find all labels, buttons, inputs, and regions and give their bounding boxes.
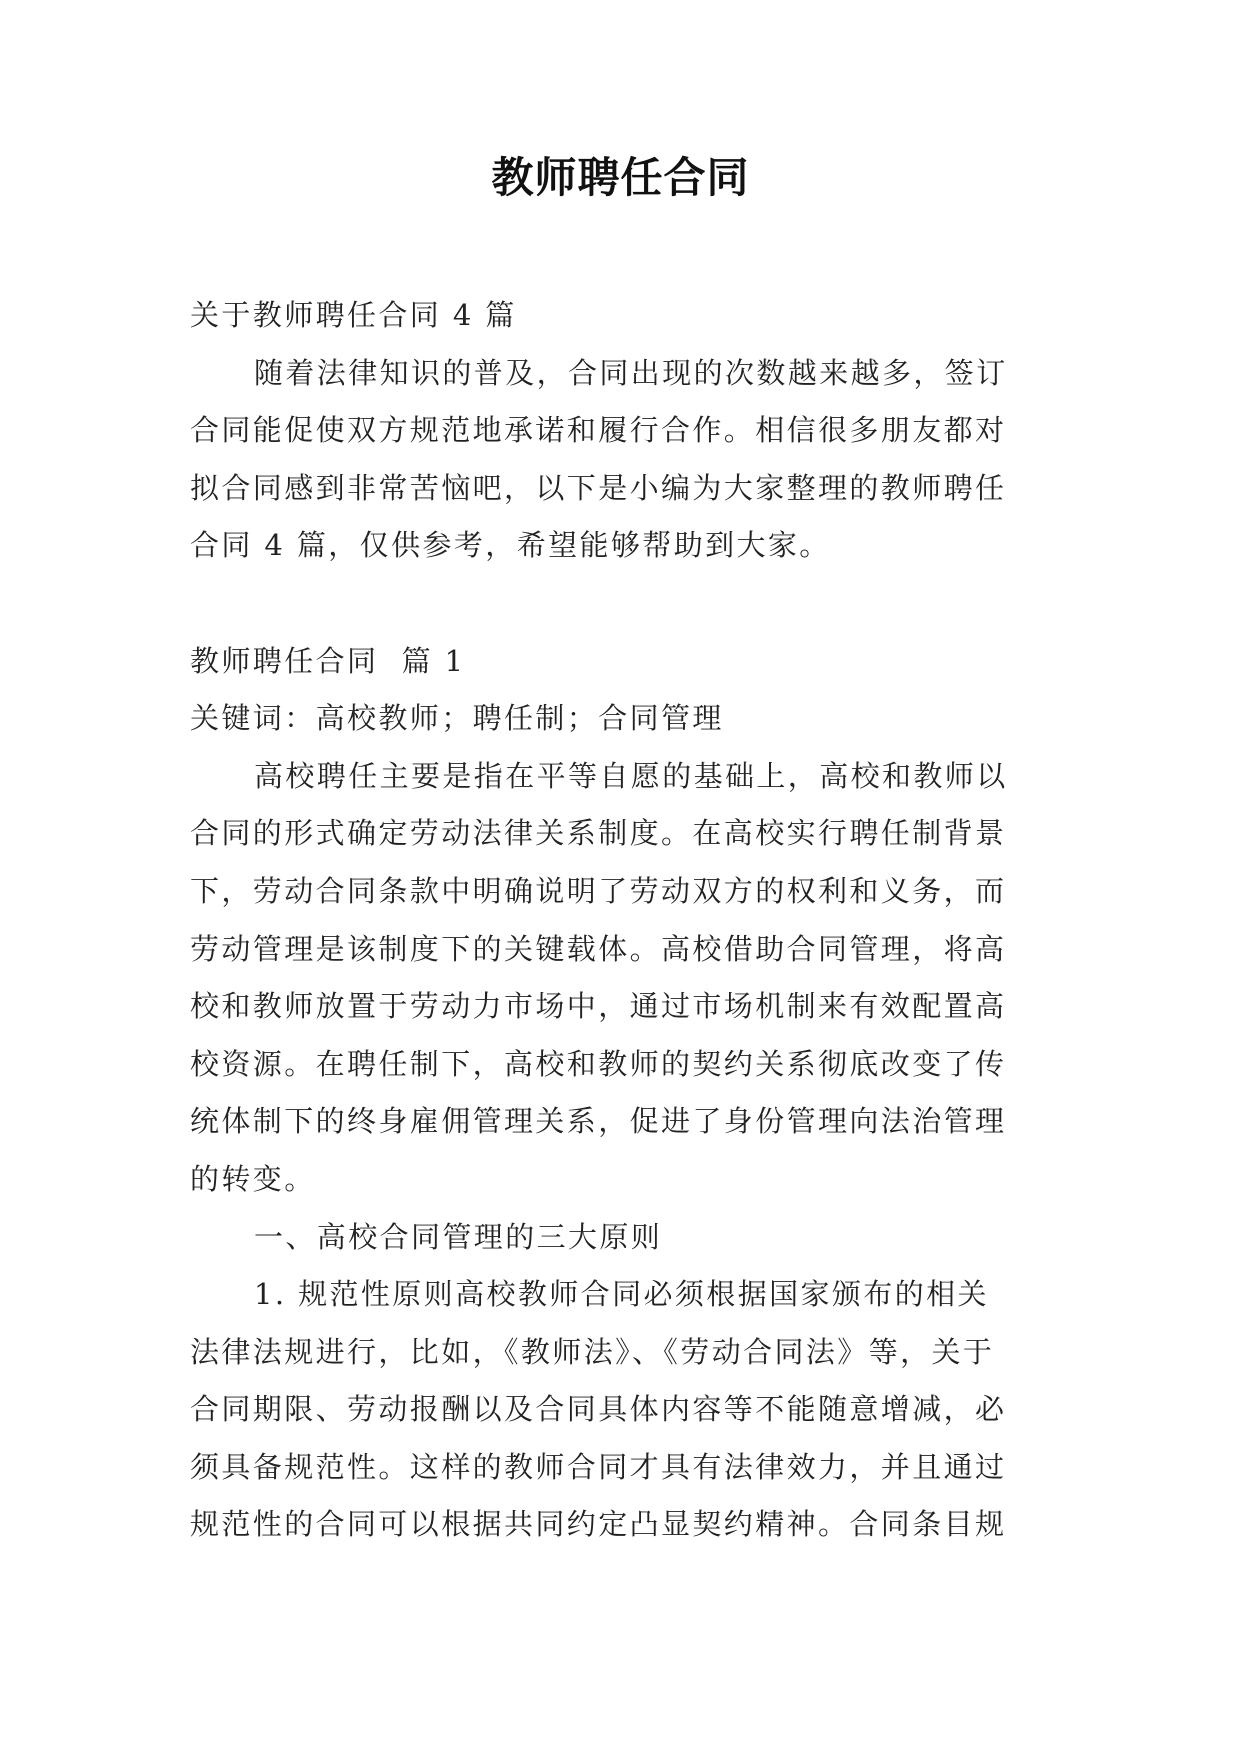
paragraph-line: 校和教师放置于劳动力市场中，通过市场机制来有效配置高 [190, 989, 1007, 1024]
paragraph-line: 校资源。在聘任制下，高校和教师的契约关系彻底改变了传 [190, 1046, 1007, 1081]
paragraph-line: 劳动管理是该制度下的关键载体。高校借助合同管理，将高 [190, 931, 1007, 966]
intro-paragraph [190, 345, 1050, 575]
paragraph-line: 规范性的合同可以根据共同约定凸显契约精神。合同条目规 [190, 1507, 1007, 1542]
paragraph-line: 合同期限、劳动报酬以及合同具体内容等不能随意增减，必 [190, 1392, 1007, 1427]
paragraph-line: 须具备规范性。这样的教师合同才具有法律效力，并且通过 [190, 1449, 1007, 1484]
paragraph-line: 下，劳动合同条款中明确说明了劳动双方的权利和义务，而 [190, 873, 1007, 908]
paragraph-line: 合同能促使双方规范地承诺和履行合作。相信很多朋友都对 [190, 413, 1007, 448]
paragraph-line: 高校聘任主要是指在平等自愿的基础上，高校和教师以 [254, 758, 1008, 793]
body-paragraph-1 [190, 748, 1050, 1209]
paragraph-line: 统体制下的终身雇佣管理关系，促进了身份管理向法治管理 [190, 1104, 1007, 1139]
paragraph-line: 随着法律知识的普及，合同出现的次数越来越多，签订 [254, 355, 1008, 390]
paragraph-line: 合同的形式确定劳动法律关系制度。在高校实行聘任制背景 [190, 816, 1007, 851]
keywords-line: 关键词：高校教师；聘任制；合同管理 [190, 701, 724, 736]
paragraph-line: 合同 4 篇，仅供参考，希望能够帮助到大家。 [190, 528, 831, 563]
document-body [190, 287, 1050, 1554]
blank-line [190, 575, 1050, 633]
paragraph-line: 拟合同感到非常苦恼吧，以下是小编为大家整理的教师聘任 [190, 470, 1007, 505]
paragraph-line: 1. 规范性原则高校教师合同必须根据国家颁布的相关 [254, 1277, 989, 1312]
paragraph-line: 法律法规进行，比如，《教师法》、《劳动合同法》等，关于 [190, 1334, 995, 1369]
subheading: 一、高校合同管理的三大原则 [254, 1219, 663, 1254]
intro-heading: 关于教师聘任合同 4 篇 [190, 298, 517, 332]
section-heading: 教师聘任合同 篇 1 [190, 643, 466, 678]
body-paragraph-2 [190, 1266, 1050, 1554]
paragraph-line: 的转变。 [190, 1161, 316, 1196]
document-title: 教师聘任合同 [491, 153, 750, 202]
